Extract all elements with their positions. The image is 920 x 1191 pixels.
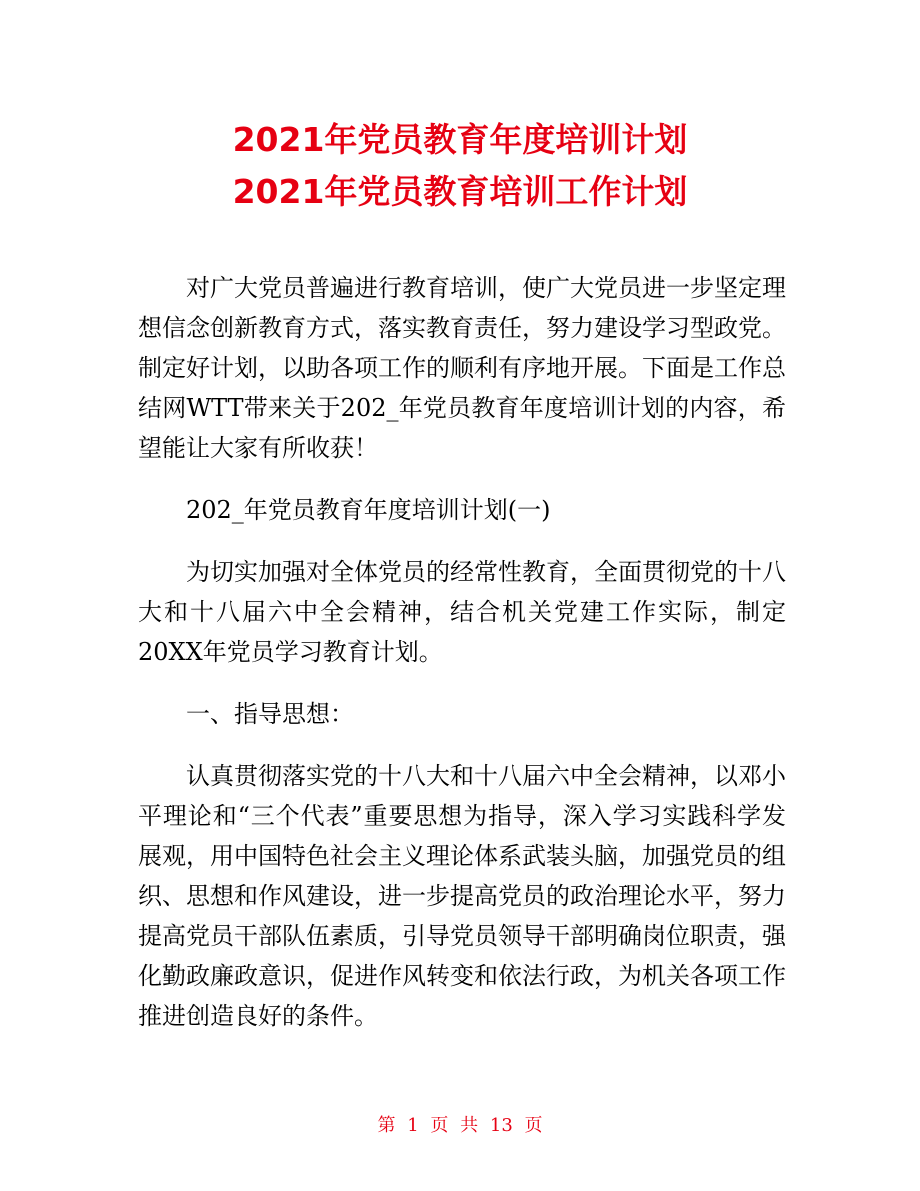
guiding-thought-paragraph: 认真贯彻落实党的十八大和十八届六中全会精神，以邓小平理论和“三个代表”重要思想为指导，深入学习实践科学发展观，用中国特色社会主义理论体系武装头脑，加强党员的组织、思想和作风建设，进一步提高党员的政治理论水平，努力提高党员干部队伍素质，引导党员领导干部明确岗位职责，强化勤政廉政意识，促进作风转变和依法行政，为机关各项工作推进创造良好的条件。 [138, 762, 786, 1030]
document-body [138, 268, 786, 1036]
document-title-line-2: 2021年党员教育培训工作计划 [232, 172, 688, 211]
page-footer [0, 1114, 920, 1138]
section-heading-guiding-thought: 一、指导思想： [186, 700, 354, 728]
footer-page-word: 页 [430, 1115, 449, 1136]
footer-total-word: 共 [460, 1115, 479, 1136]
footer-prefix: 第 [377, 1115, 396, 1136]
document-title-line-1: 2021年党员教育年度培训计划 [232, 120, 688, 159]
footer-current-page: 1 [407, 1115, 419, 1136]
intro-paragraph: 对广大党员普遍进行教育培训，使广大党员进一步坚定理想信念创新教育方式，落实教育责任，努力建设学习型政党。制定好计划，以助各项工作的顺利有序地开展。下面是工作总结网WTT带来关于202_年党员教育年度培训计划的内容，希望能让大家有所收获！ [138, 274, 786, 462]
purpose-paragraph: 为切实加强对全体党员的经常性教育，全面贯彻党的十八大和十八届六中全会精神，结合机关党建工作实际，制定20XX年党员学习教育计划。 [138, 558, 786, 666]
footer-suffix: 页 [524, 1115, 543, 1136]
footer-total-pages: 13 [489, 1115, 513, 1136]
section-heading-plan-one: 202_年党员教育年度培训计划(一) [186, 496, 551, 524]
